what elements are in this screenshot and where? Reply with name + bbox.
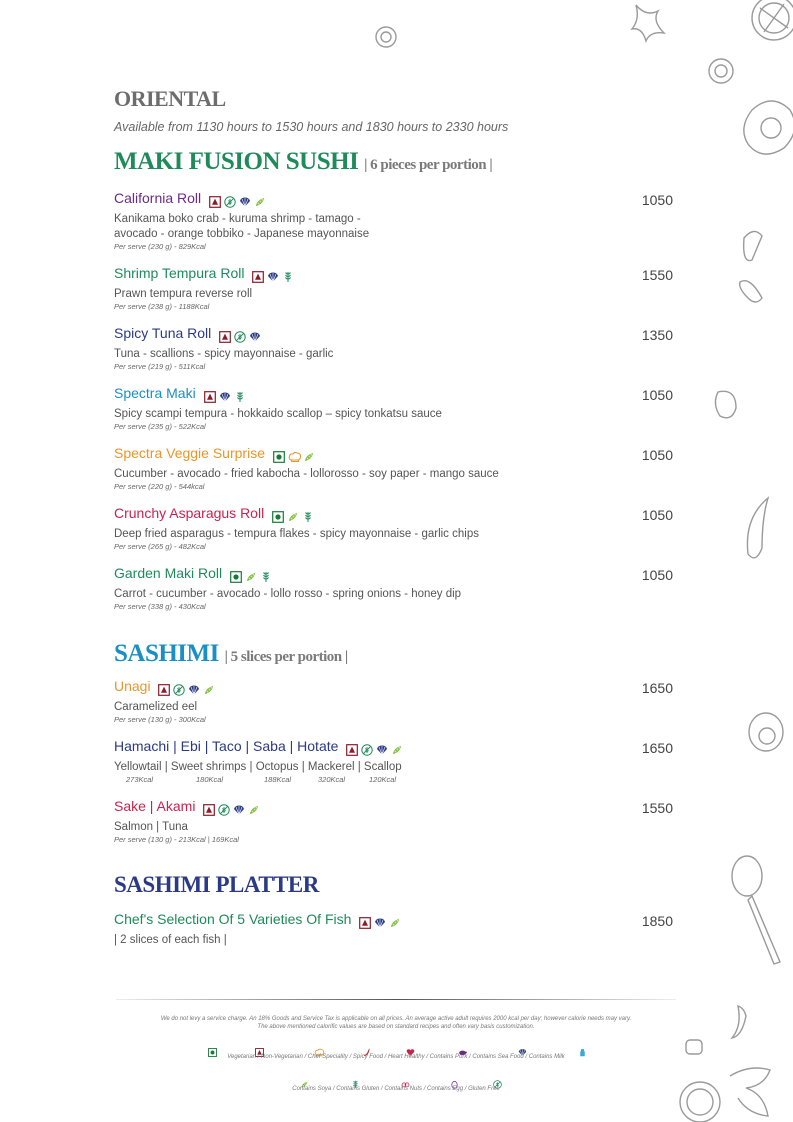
seafood-icon	[219, 390, 231, 402]
non-veg-icon	[158, 683, 170, 695]
non-veg-icon	[209, 195, 221, 207]
legend-label: Contains Soya	[292, 1086, 332, 1092]
veg-icon	[230, 570, 242, 582]
legend-label: Contains Milk	[528, 1054, 565, 1060]
item-name: California Roll	[114, 190, 202, 206]
seafood-icon	[249, 330, 261, 342]
item-description: Yellowtail | Sweet shrimps | Octopus | Mackerel | Scallop	[114, 761, 402, 773]
item-name: Chef's Selection Of 5 Varieties Of Fish	[114, 911, 352, 927]
legend-label: Contains Egg	[427, 1086, 464, 1092]
item-calories: Per serve (238 g) - 1188Kcal	[114, 302, 210, 311]
gluten-free-icon	[493, 1076, 502, 1085]
seafood-icon	[518, 1044, 527, 1053]
gluten-icon	[282, 270, 294, 282]
item-icons	[230, 566, 275, 582]
availability-note: Available from 1130 hours to 1530 hours and 1830 hours to 2330 hours	[114, 120, 509, 134]
item-description: | 2 slices of each fish |	[114, 934, 227, 946]
seafood-icon	[188, 683, 200, 695]
item-description: avocado - orange tobbiko - Japanese mayonnaise	[114, 228, 370, 240]
item-description: Deep fried asparagus - tempura flakes - spicy mayonnaise - garlic chips	[114, 528, 479, 540]
legend-labels: Vegetarian / Non-Vegetarian / Chef Speciality / Spicy Food / Heart Healthy / Contains Pork / Contains Sea Food / Contains Milk	[227, 1054, 565, 1060]
item-icons	[273, 446, 318, 462]
page-title: ORIENTAL	[114, 86, 226, 111]
sashimi-subtitle: | 5 slices per portion |	[224, 649, 348, 665]
item-name: Unagi	[114, 678, 151, 694]
soya-icon	[391, 743, 403, 755]
item-description: Carrot - cucumber - avocado - lollo rosso - spring onions - honey dip	[114, 588, 462, 600]
seafood-icon	[267, 270, 279, 282]
footer-divider	[116, 999, 676, 1000]
item-icons	[204, 386, 249, 402]
item-icons	[252, 266, 297, 282]
item-price: 1850	[641, 913, 673, 929]
footer-note-2: The above mentioned calorific values are based on standard recipes and often vary basis customization.	[257, 1024, 535, 1030]
soya-icon	[300, 1076, 309, 1085]
egg-icon	[450, 1076, 459, 1085]
seafood-icon	[239, 195, 251, 207]
pork-icon	[458, 1044, 467, 1053]
gluten-icon	[302, 510, 314, 522]
legend-label: Vegetarian	[227, 1054, 257, 1060]
footer-note-1: We do not levy a service charge. An 18% Goods and Service Tax is applicable on all prices. An average active adult requires 2000 kcal per day; however calorie needs may vary.	[160, 1016, 632, 1022]
item-icons	[158, 679, 218, 695]
soya-icon	[245, 570, 257, 582]
legend-label: Spicy Food	[352, 1054, 383, 1060]
chef-hat-icon	[288, 450, 300, 462]
item-icons	[203, 799, 263, 815]
legend-label: Chef Speciality	[307, 1054, 348, 1060]
item-price: 1050	[641, 447, 673, 463]
item-price: 1050	[641, 387, 673, 403]
chili-icon	[362, 1044, 371, 1053]
soya-icon	[254, 195, 266, 207]
item-description: Caramelized eel	[114, 701, 198, 713]
legend-label: Contains Nuts	[384, 1086, 423, 1092]
item-name: Hamachi | Ebi | Taco | Saba | Hotate	[114, 738, 339, 754]
veg-icon	[208, 1044, 217, 1053]
item-calories: Per serve (220 g) - 544kcal	[114, 482, 205, 491]
chef-hat-icon	[314, 1044, 323, 1053]
item-name: Spectra Veggie Surprise	[114, 445, 265, 461]
milk-icon	[578, 1044, 587, 1053]
item-name: Sake | Akami	[114, 798, 196, 814]
section-title-platter: SASHIMI PLATTER	[114, 872, 319, 897]
item-icons	[272, 506, 317, 522]
item-description: Kanikama boko crab - kuruma shrimp - tamago -	[114, 213, 361, 225]
legend-label: Contains Gluten	[336, 1086, 380, 1092]
item-description: Spicy scampi tempura - hokkaido scallop – spicy tonkatsu sauce	[114, 408, 442, 420]
soya-icon	[303, 450, 315, 462]
soya-icon	[287, 510, 299, 522]
maki-title: MAKI FUSION SUSHI	[114, 148, 359, 175]
item-price: 1650	[641, 740, 673, 756]
item-calories: 273Kcal	[126, 775, 154, 784]
item-price: 1350	[641, 327, 673, 343]
item-icons	[209, 191, 269, 207]
legend-labels: Contains Soya / Contains Gluten / Contains Nuts / Contains Egg / Gluten Free	[292, 1086, 500, 1092]
gluten-free-icon	[218, 803, 230, 815]
gluten-free-icon	[173, 683, 185, 695]
soya-icon	[203, 683, 215, 695]
item-price: 1050	[641, 192, 673, 208]
item-name: Garden Maki Roll	[114, 565, 223, 581]
item-description: Prawn tempura reverse roll	[114, 288, 253, 300]
item-calories: 180Kcal	[196, 775, 224, 784]
item-price: 1550	[641, 800, 673, 816]
non-veg-icon	[203, 803, 215, 815]
item-calories: 188Kcal	[264, 775, 292, 784]
seafood-icon	[374, 916, 386, 928]
item-calories: Per serve (130 g) - 213Kcal | 169Kcal	[114, 835, 239, 844]
non-veg-icon	[359, 916, 371, 928]
item-icons	[219, 326, 264, 342]
item-calories: Per serve (265 g) - 482Kcal	[114, 542, 206, 551]
item-calories: Per serve (219 g) - 511Kcal	[114, 362, 206, 371]
item-icons	[346, 739, 406, 755]
item-name: Spicy Tuna Roll	[114, 325, 212, 341]
heart-icon	[406, 1044, 415, 1053]
nuts-icon	[401, 1076, 410, 1085]
item-price: 1050	[641, 507, 673, 523]
gluten-icon	[260, 570, 272, 582]
sashimi-title: SASHIMI	[114, 640, 219, 667]
item-calories: Per serve (130 g) - 300Kcal	[114, 715, 206, 724]
seafood-icon	[233, 803, 245, 815]
soya-icon	[389, 916, 401, 928]
item-calories: Per serve (338 g) - 430Kcal	[114, 602, 206, 611]
non-veg-icon	[204, 390, 216, 402]
non-veg-icon	[252, 270, 264, 282]
item-calories: Per serve (230 g) - 829Kcal	[114, 242, 206, 251]
veg-icon	[273, 450, 285, 462]
non-veg-icon	[255, 1044, 264, 1053]
legend-label: Contains Sea Food	[472, 1054, 524, 1060]
gluten-free-icon	[361, 743, 373, 755]
item-calories: Per serve (235 g) - 522Kcal	[114, 422, 206, 431]
gluten-free-icon	[234, 330, 246, 342]
section-title-sashimi	[114, 640, 348, 668]
item-name: Shrimp Tempura Roll	[114, 265, 245, 281]
item-description: Tuna - scallions - spicy mayonnaise - garlic	[114, 348, 334, 360]
item-price: 1050	[641, 567, 673, 583]
item-icons	[359, 912, 404, 928]
gluten-icon	[234, 390, 246, 402]
veg-icon	[272, 510, 284, 522]
item-price: 1550	[641, 267, 673, 283]
non-veg-icon	[219, 330, 231, 342]
item-calories: 120Kcal	[369, 775, 397, 784]
legend-label: Gluten Free	[468, 1086, 500, 1092]
item-price: 1650	[641, 680, 673, 696]
item-description: Salmon | Tuna	[114, 821, 188, 833]
maki-subtitle: | 6 pieces per portion |	[364, 157, 493, 173]
gluten-icon	[351, 1076, 360, 1085]
item-name: Crunchy Asparagus Roll	[114, 505, 265, 521]
item-name: Spectra Maki	[114, 385, 196, 401]
legend-label: Non-Vegetarian	[261, 1054, 303, 1060]
item-description: Cucumber - avocado - fried kabocha - lollorosso - soy paper - mango sauce	[114, 468, 499, 480]
legend-label: Heart Healthy	[387, 1054, 425, 1060]
section-title-maki	[114, 148, 492, 176]
non-veg-icon	[346, 743, 358, 755]
gluten-free-icon	[224, 195, 236, 207]
soya-icon	[248, 803, 260, 815]
legend-label: Contains Pork	[429, 1054, 468, 1060]
item-calories: 320Kcal	[318, 775, 346, 784]
seafood-icon	[376, 743, 388, 755]
